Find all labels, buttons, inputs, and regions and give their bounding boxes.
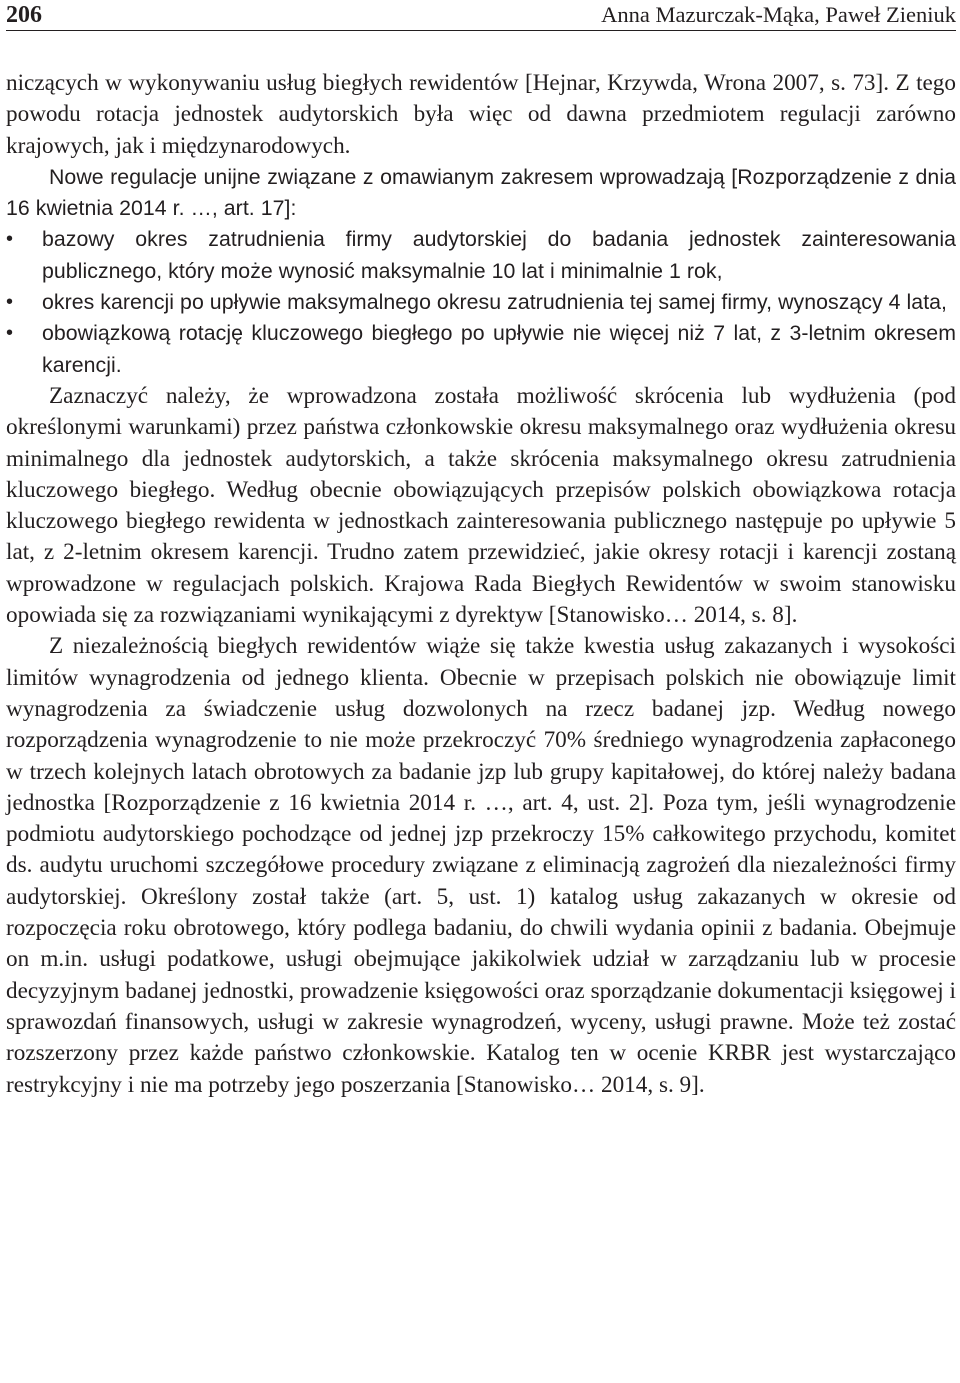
list-item-text: okres karencji po upływie maksymalnego okresu zatrudnienia tej samej firmy, wynoszący 4 lata, [42,290,948,315]
list-item [6,287,956,318]
bullet-icon: • [6,291,14,314]
page-number: 206 [6,2,42,28]
list-item-text: bazowy okres zatrudnienia firmy audytorskiej do badania jednostek zainteresowania publicznego, który może wynosić maksymalnie 10 lat i minimalnie 1 rok, [42,227,956,283]
list-item [6,318,956,381]
running-head-authors: Anna Mazurczak-Mąka, Paweł Zieniuk [601,2,956,27]
paragraph-prohibited-services: Z niezależnością biegłych rewidentów wiąże się także kwestia usług zakazanych i wysokości limitów wynagrodzenia od jednego klienta. Obecnie w przepisach polskich nie obowiązuje limit wynagrodzenia za świadczenie usług dozwolonych na rzecz badanej jzp. Według nowego rozporządzenia wynagrodzenie to nie może przekroczyć 70% średniego wynagrodzenia zapłaconego w trzech kolejnych latach obrotowych za badanie jzp lub grupy kapitałowej, do której należy badana jednostka [Rozporządzenie z 16 kwietnia 2014 r. …, art. 4, ust. 2]. Poza tym, jeśli wynagrodzenie podmiotu audytorskiego pochodzące od jednej jzp przekroczy 15% całkowitego przychodu, komitet ds. audytu uruchomi szczegółowe procedury związane z eliminacją zagrożeń dla niezależności firmy audytorskiej. Określony został także (art. 5, ust. 1) katalog usług zakazanych w okresie od rozpoczęcia roku obrotowego, który podlega badaniu, do chwili wydania opinii z badania. Obejmuje on m.in. usługi podatkowe, usługi obejmujące jakikolwiek udział w zarządzaniu lub w procesie decyzyjnym badanej jednostki, prowadzenie księgowości oraz sporządzanie dokumentacji księgowej i sprawozdań finansowych, usługi w zakresie wynagrodzeń, wyceny, usługi prawne. Może też zostać rozszerzony przez każde państwo członkowskie. Katalog ten w ocenie KRBR jest wystarczająco restrykcyjny i nie ma potrzeby jego poszerzania [Stanowisko… 2014, s. 9]. [6,633,956,1098]
bullet-icon: • [6,322,14,345]
running-head [6,0,956,31]
paragraph-continuation: niczących w wykonywaniu usług biegłych rewidentów [Hejnar, Krzywda, Wrona 2007, s. 73]. Z tego powodu rotacja jednostek audytorskich była więc od dawna przedmiotem regulacji zarówno krajowych, jak i międzynarodowych. [6,70,956,159]
paragraph-new-regulations: Nowe regulacje unijne związane z omawianym zakresem wprowadzają [Rozporządzenie z dnia 16 kwietnia 2014 r. …, art. 17]: [6,164,956,221]
bullet-list [6,224,956,380]
list-item-text: obowiązkową rotację kluczowego biegłego po upływie nie więcej niż 7 lat, z 3-letnim okresem karencji. [42,321,956,377]
list-item [6,224,956,287]
bullet-icon: • [6,228,14,251]
body-text [6,68,956,1101]
paragraph-member-states: Zaznaczyć należy, że wprowadzona została możliwość skrócenia lub wydłużenia (pod określonymi warunkami) przez państwa członkowskie okresu maksymalnego oraz wydłużenia okresu minimalnego dla jednostek audytorskich, a także skrócenia maksymalnego okresu zatrudnienia kluczowego biegłego. Według obecnie obowiązujących przepisów polskich obowiązkowa rotacja kluczowego biegłego rewidenta w jednostkach zainteresowania publicznego następuje po upływie 5 lat, z 2-letnim okresem karencji. Trudno zatem przewidzieć, jakie okresy rotacji i karencji zostaną wprowadzone w regulacjach polskich. Krajowa Rada Biegłych Rewidentów w swoim stanowisku opowiada się za rozwiązaniami wynikającymi z dyrektyw [Stanowisko… 2014, s. 8]. [6,382,956,629]
